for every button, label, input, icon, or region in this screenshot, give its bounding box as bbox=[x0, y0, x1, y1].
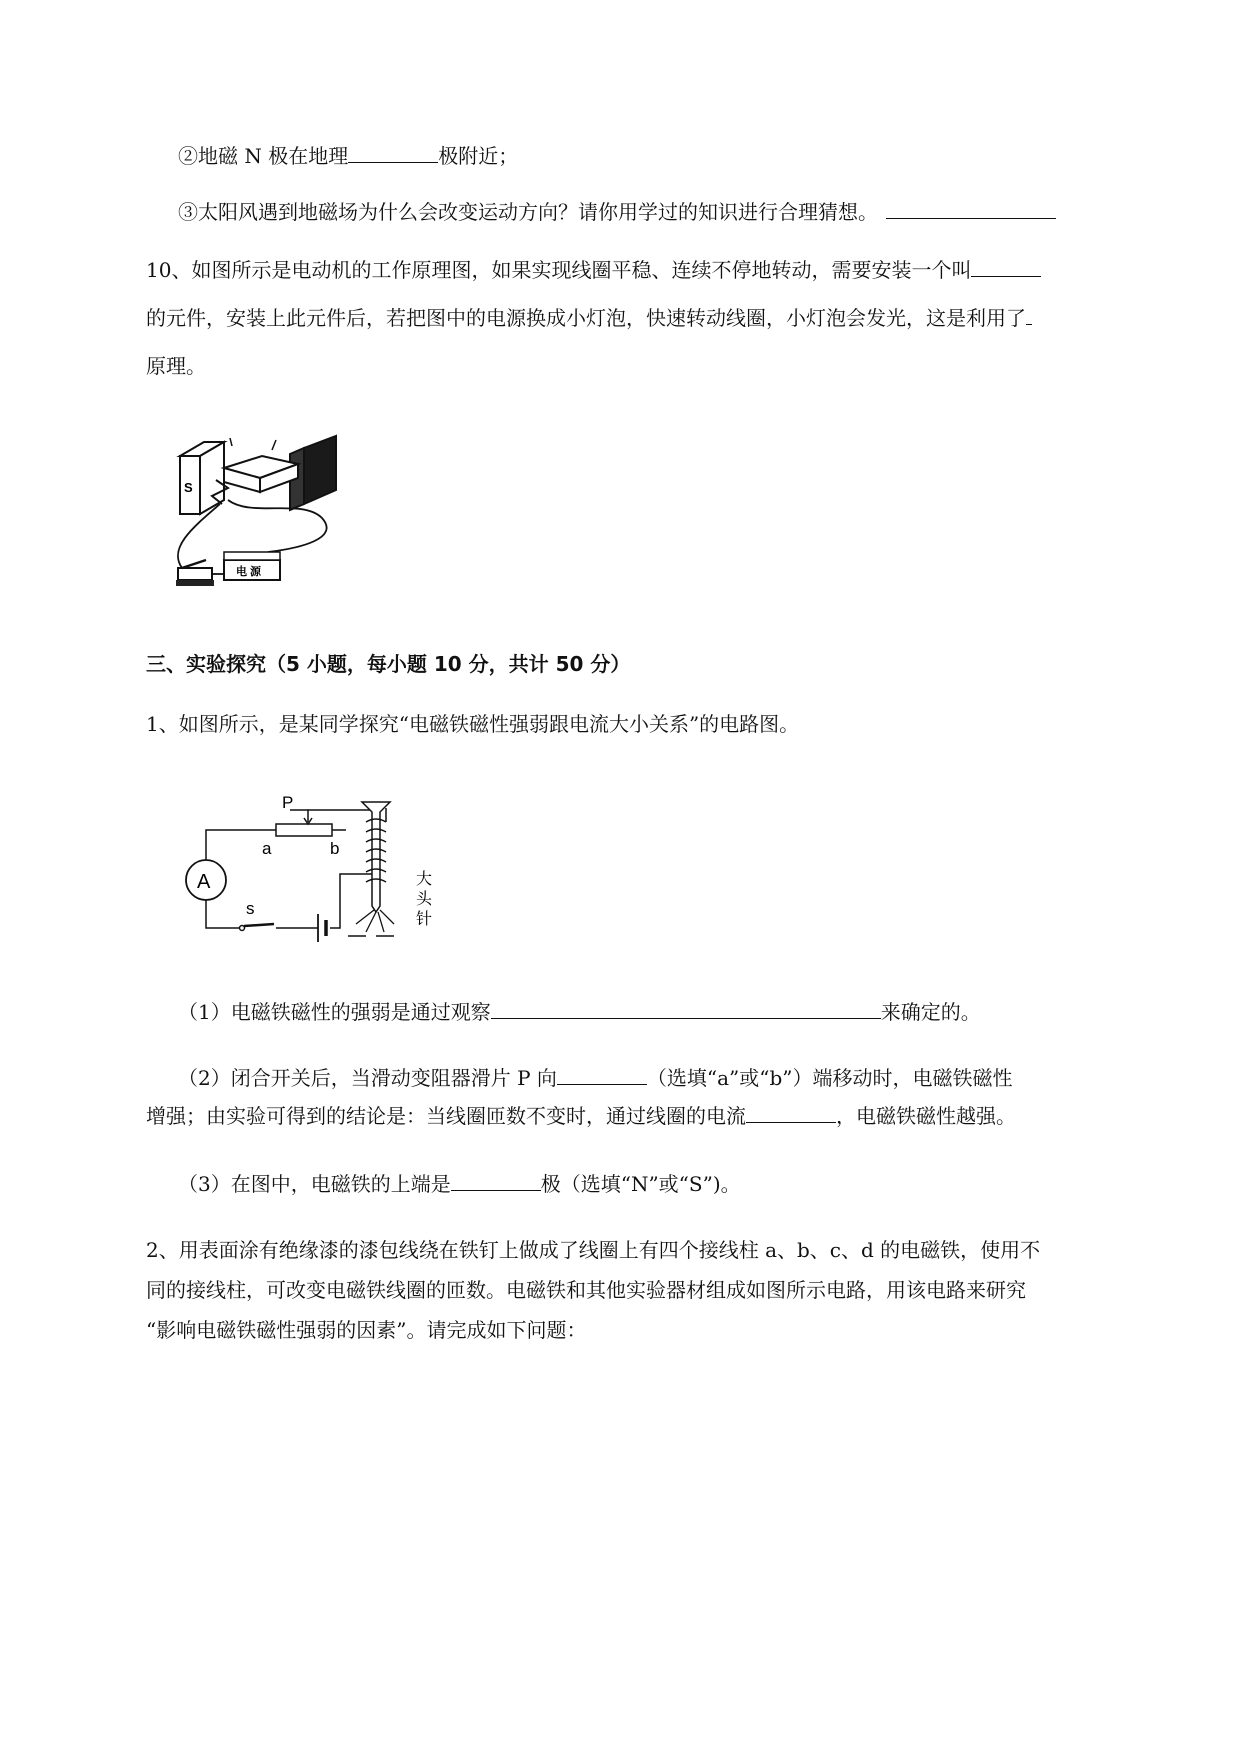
exp1-q1-text-b: 来确定的。 bbox=[880, 1000, 981, 1024]
exp1-q3-text-a: （3）在图中，电磁铁的上端是 bbox=[178, 1172, 451, 1196]
exp1-q2-line1 bbox=[178, 1064, 1013, 1092]
q10-line3-text: 原理。 bbox=[146, 354, 206, 378]
q10-line1 bbox=[146, 256, 1041, 284]
q10-line2-text: 的元件，安装上此元件后，若把图中的电源换成小灯泡，快速转动线圈，小灯泡会发光，这是利用了 bbox=[146, 306, 1026, 330]
pins-label-1: 大 bbox=[416, 871, 433, 888]
q10-blank-2[interactable] bbox=[1026, 304, 1032, 325]
exp1-q2-blank-1[interactable] bbox=[557, 1064, 647, 1085]
exp1-q2-blank-2[interactable] bbox=[746, 1102, 836, 1123]
exp1-q2-text-d: ，电磁铁磁性越强。 bbox=[836, 1104, 1016, 1128]
exp1-intro: 1、如图所示，是某同学探究“电磁铁磁性强弱跟电流大小关系”的电路图。 bbox=[146, 712, 800, 736]
exp1-q2-line2 bbox=[146, 1102, 1016, 1130]
q10-blank-1[interactable] bbox=[971, 256, 1041, 277]
q9-sub2 bbox=[178, 142, 518, 170]
magnet-s-label: S bbox=[184, 480, 193, 495]
switch-s-label: s bbox=[246, 899, 255, 918]
exp2-line3: “影响电磁铁磁性强弱的因素”。请完成如下问题： bbox=[146, 1318, 587, 1342]
exp1-q1 bbox=[178, 998, 981, 1026]
exp2-line1: 2、用表面涂有绝缘漆的漆包线绕在铁钉上做成了线圈上有四个接线柱 a、b、c、d 的电磁铁，使用不 bbox=[146, 1238, 1041, 1262]
q10-line2 bbox=[146, 304, 1032, 332]
pins-label-2: 头 bbox=[416, 891, 433, 908]
circuit-figure bbox=[180, 788, 470, 948]
exp1-q2-text-c: 增强；由实验可得到的结论是：当线圈匝数不变时，通过线圈的电流 bbox=[146, 1104, 746, 1128]
q9-sub2-blank[interactable] bbox=[348, 142, 438, 163]
motor-figure bbox=[172, 428, 352, 608]
q10-line1-text: 10、如图所示是电动机的工作原理图，如果实现线圈平稳、连续不停地转动，需要安装一个叫 bbox=[146, 258, 972, 282]
section3-heading: 三、实验探究（5 小题，每小题 10 分，共计 50 分） bbox=[146, 652, 631, 676]
pins-label-3: 针 bbox=[416, 911, 433, 928]
q9-sub3 bbox=[178, 198, 1056, 226]
q9-sub2-text-b: 极附近； bbox=[438, 144, 519, 168]
ammeter-label: A bbox=[197, 871, 211, 893]
end-a-label: a bbox=[262, 839, 272, 858]
exp1-q3 bbox=[178, 1170, 741, 1198]
q9-sub3-text: ③太阳风遇到地磁场为什么会改变运动方向？请你用学过的知识进行合理猜想。 bbox=[178, 200, 878, 224]
slider-p-label: P bbox=[282, 793, 294, 812]
exp2-line2: 同的接线柱，可改变电磁铁线圈的匝数。电磁铁和其他实验器材组成如图所示电路，用该电路来研究 bbox=[146, 1278, 1026, 1302]
exp1-q1-text-a: （1）电磁铁磁性的强弱是通过观察 bbox=[178, 1000, 491, 1024]
exp1-q3-text-b: 极（选填“N”或“S”)。 bbox=[540, 1172, 741, 1196]
q9-sub3-blank[interactable] bbox=[886, 198, 1056, 219]
q9-sub2-text-a: ②地磁 N 极在地理 bbox=[178, 144, 349, 168]
exp1-q2-text-b: （选填“a”或“b”）端移动时，电磁铁磁性 bbox=[646, 1066, 1013, 1090]
end-b-label: b bbox=[330, 839, 340, 858]
exp1-q2-text-a: （2）闭合开关后，当滑动变阻器滑片 P 向 bbox=[178, 1066, 557, 1090]
exp1-q1-blank[interactable] bbox=[491, 998, 881, 1019]
exp1-q3-blank[interactable] bbox=[451, 1170, 541, 1191]
power-supply-label: 电 源 bbox=[236, 566, 262, 578]
q10-line3 bbox=[146, 352, 206, 380]
